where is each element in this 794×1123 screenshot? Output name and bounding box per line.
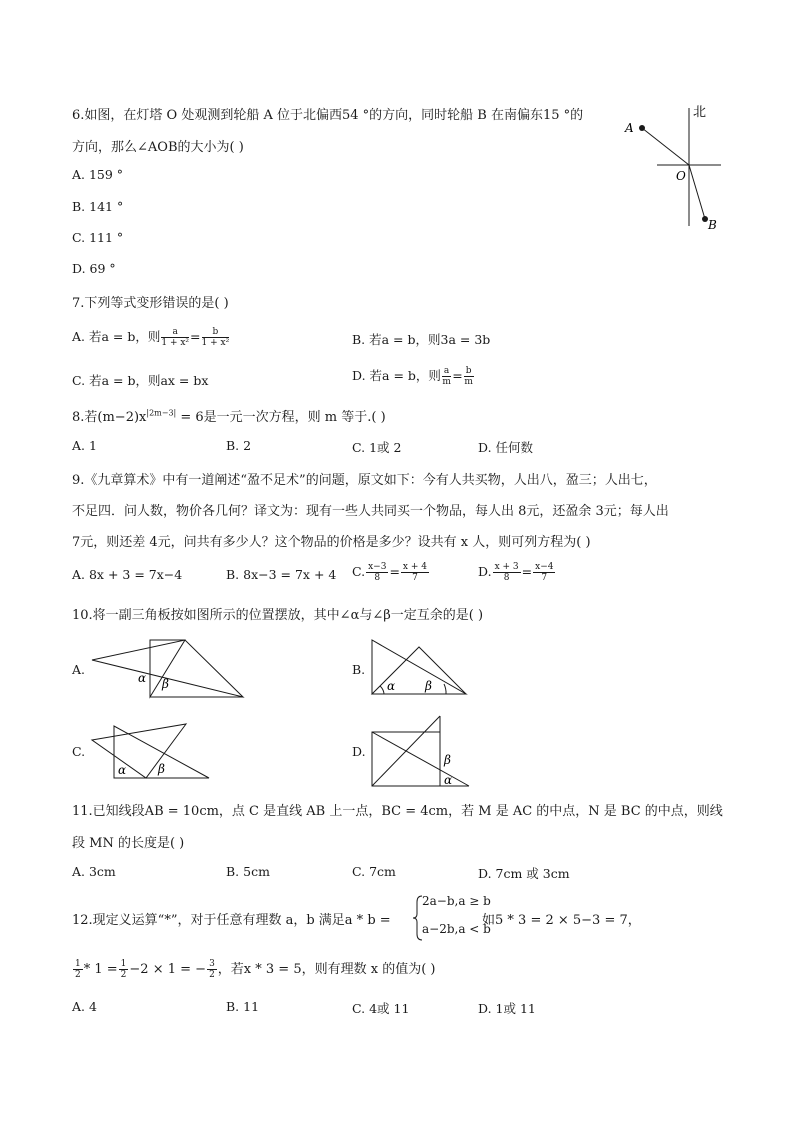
- q11-option-b[interactable]: B. 5cm: [226, 864, 270, 879]
- q9-c-equals: =: [389, 564, 400, 579]
- q8-option-a[interactable]: A. 1: [72, 438, 97, 453]
- q10-d-beta: β: [444, 753, 451, 767]
- q9-c-fraction-left: $\frac{x-3}{8}$: [368, 562, 387, 583]
- q10-b-alpha: α: [387, 679, 396, 693]
- q9-line2: 不足四．问人数，物价各几何？译文为：现有一些人共同买一个物品，每人出 8元，还盈余 3元；每人出: [72, 504, 669, 519]
- q12-frac-half-2: $\frac{1}{2}$: [120, 959, 127, 980]
- point-o-label: O: [676, 169, 686, 183]
- q10-a-alpha: α: [138, 671, 147, 685]
- q9-option-d[interactable]: [478, 562, 556, 583]
- q8-option-c[interactable]: C. 1或 2: [352, 440, 402, 455]
- q6-option-b[interactable]: B. 141 °: [72, 199, 124, 214]
- q10-c-alpha: α: [118, 763, 127, 777]
- q10-figure-a[interactable]: [88, 636, 248, 702]
- q10-d-alpha: α: [444, 773, 453, 787]
- q9-line3: 7元，则还差 4元，问共有多少人？这个物品的价格是多少？设共有 x 人，则可列方程为( ): [72, 535, 591, 550]
- q7-stem: 7.下列等式变形错误的是( ): [72, 296, 229, 311]
- q10-figure-c[interactable]: [88, 718, 212, 782]
- q6-line2: 方向，那么∠AOB的大小为( ): [72, 140, 244, 155]
- q6-compass-figure: [615, 98, 735, 238]
- q9-c-prefix: C.: [352, 564, 366, 579]
- q7-option-a[interactable]: [72, 327, 230, 348]
- q6-option-c[interactable]: C. 111 °: [72, 230, 124, 245]
- q7-d-fraction-right: $\frac{b}{m}$: [464, 366, 473, 387]
- q7-a-prefix: A. 若a = b，则: [72, 329, 161, 344]
- q10-option-a-label[interactable]: A.: [72, 662, 86, 677]
- q10-c-beta: β: [158, 762, 165, 776]
- q9-option-b[interactable]: B. 8x−3 = 7x + 4: [226, 567, 337, 582]
- north-label: 北: [693, 105, 707, 120]
- q9-d-equals: =: [521, 564, 533, 579]
- q12-line2-suffix: ，若x * 3 = 5，则有理数 x 的值为( ): [217, 962, 436, 977]
- q7-d-fraction-left: $\frac{a}{m}$: [442, 366, 451, 387]
- q8-stem-prefix: 8.若(m−2)x: [72, 410, 147, 425]
- q7-a-fraction-left: $\frac{a}{\text{1 + x²}}$: [161, 327, 190, 348]
- q7-option-b[interactable]: B. 若a = b，则3a = 3b: [352, 332, 491, 347]
- q12-line2: [72, 958, 435, 980]
- q9-line1: 9.《九章算术》中有一道阐述“盈不足术”的问题，原文如下：今有人共买物，人出八，盈三；人出七，: [72, 473, 657, 488]
- q9-option-a[interactable]: A. 8x + 3 = 7x−4: [72, 567, 183, 582]
- q7-d-prefix: D. 若a = b，则: [352, 368, 441, 383]
- q12-option-d[interactable]: D. 1或 11: [478, 1001, 536, 1016]
- q10-option-b-label[interactable]: B.: [352, 662, 366, 677]
- q7-option-d[interactable]: [352, 366, 475, 387]
- q7-d-equals: =: [452, 368, 463, 383]
- point-a-label: A: [625, 121, 634, 135]
- q12-option-a[interactable]: A. 4: [72, 999, 97, 1014]
- q8-stem: [72, 406, 386, 425]
- q11-option-d[interactable]: D. 7cm 或 3cm: [478, 866, 570, 881]
- q10-option-d-label[interactable]: D.: [352, 744, 366, 759]
- q12-frac-half-1: $\frac{1}{2}$: [75, 959, 81, 980]
- q10-a-beta: β: [162, 677, 169, 691]
- q12-line1-suffix: 如5 * 3 = 2 × 5−3 = 7，: [482, 913, 641, 928]
- q9-option-c[interactable]: [352, 562, 430, 583]
- q12-case-2: a−2b,a < b: [422, 922, 491, 936]
- q12-line2-part2: −2 × 1 = −: [129, 962, 207, 977]
- q9-d-fraction-right: $\frac{x-4}{7}$: [535, 562, 554, 583]
- q10-stem: 10.将一副三角板按如图所示的位置摆放，其中∠α与∠β一定互余的是( ): [72, 608, 484, 623]
- q9-d-prefix: D.: [478, 564, 492, 579]
- q11-line2: 段 MN 的长度是( ): [72, 836, 185, 851]
- q12-case-1: 2a−b,a ≥ b: [422, 894, 491, 908]
- q10-b-beta: β: [425, 679, 432, 693]
- q9-c-fraction-right: $\frac{x + 4}{7}$: [402, 562, 427, 583]
- q12-frac-three-halves: $\frac{3}{2}$: [209, 959, 215, 980]
- q6-option-a[interactable]: A. 159 °: [72, 167, 124, 182]
- q10-figure-d[interactable]: [368, 712, 476, 790]
- q6-line1: 6.如图，在灯塔 O 处观测到轮船 A 位于北偏西54 °的方向，同时轮船 B 在南偏东15 °的: [72, 108, 584, 123]
- q7-option-c[interactable]: C. 若a = b，则ax = bx: [72, 373, 209, 388]
- q12-line1-prefix: 12.现定义运算“*”，对于任意有理数 a，b 满足a * b =: [72, 913, 391, 928]
- q12-option-c[interactable]: C. 4或 11: [352, 1001, 410, 1016]
- q10-option-c-label[interactable]: C.: [72, 744, 86, 759]
- q11-line1: 11.已知线段AB = 10cm，点 C 是直线 AB 上一点，BC = 4cm，若 M 是 AC 的中点，N 是 BC 的中点，则线: [72, 804, 723, 819]
- q10-figure-b[interactable]: [368, 636, 472, 702]
- q8-exponent: |2m−3|: [146, 408, 177, 418]
- q11-option-a[interactable]: A. 3cm: [72, 864, 116, 879]
- q7-a-equals: =: [190, 329, 201, 344]
- q12-option-b[interactable]: B. 11: [226, 999, 260, 1014]
- q8-option-b[interactable]: B. 2: [226, 438, 252, 453]
- q6-option-d[interactable]: D. 69 °: [72, 261, 116, 276]
- q8-stem-suffix: = 6是一元一次方程，则 m 等于.( ): [176, 410, 386, 425]
- q8-option-d[interactable]: D. 任何数: [478, 440, 534, 455]
- q9-d-fraction-left: $\frac{x + 3}{8}$: [494, 562, 519, 583]
- q11-option-c[interactable]: C. 7cm: [352, 864, 396, 879]
- q12-line2-part1: * 1 =: [83, 962, 118, 977]
- point-b-label: B: [708, 218, 717, 232]
- q7-a-fraction-right: $\frac{b}{\text{1 + x²}}$: [201, 327, 230, 348]
